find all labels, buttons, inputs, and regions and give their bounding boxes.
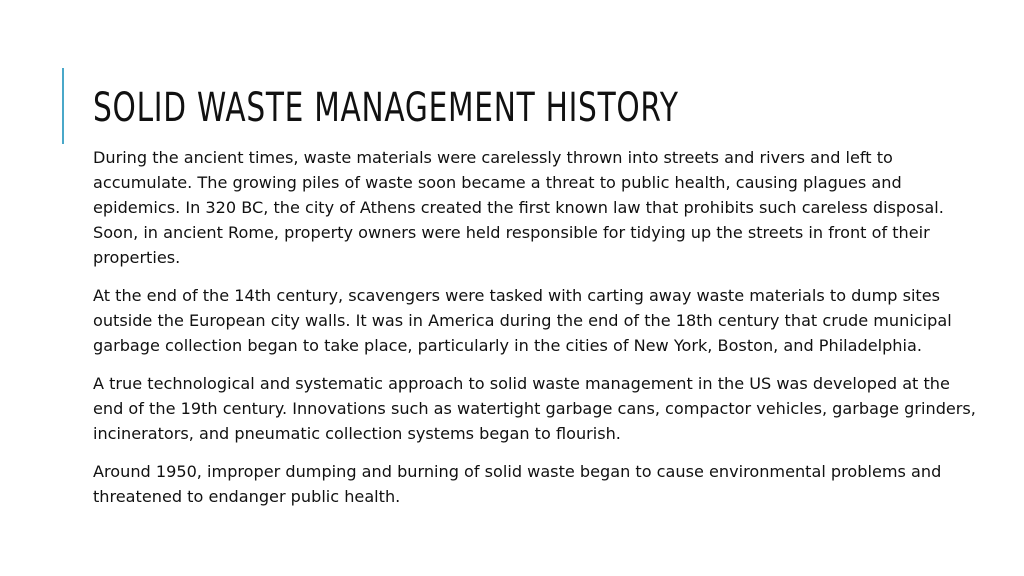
- slide-body: [93, 145, 983, 522]
- paragraph-1950: Around 1950, improper dumping and burning of solid waste began to cause environmental problems and threatened to endanger public health.: [93, 462, 942, 506]
- paragraph-14th-century: At the end of the 14th century, scavengers were tasked with carting away waste materials to dump sites outside the European city walls. It was in America during the end of the 18th century that crude municipal garbage collection began to take place, particularly in the cities of New York, Boston, and Philadelphia.: [93, 286, 952, 355]
- slide-title: SOLID WASTE MANAGEMENT HISTORY: [93, 85, 679, 131]
- title-accent-bar: [62, 68, 64, 144]
- paragraph-19th-century: A true technological and systematic approach to solid waste management in the US was developed at the end of the 19th century. Innovations such as watertight garbage cans, compactor vehicles, garbage grinders, incinerators, and pneumatic collection systems began to flourish.: [93, 374, 976, 443]
- paragraph-ancient-times: During the ancient times, waste materials were carelessly thrown into streets and rivers and left to accumulate. The growing piles of waste soon became a threat to public health, causing plagues and epidemics. In 320 BC, the city of Athens created the first known law that prohibits such careless disposal. Soon, in ancient Rome, property owners were held responsible for tidying up the streets in front of their properties.: [93, 148, 944, 267]
